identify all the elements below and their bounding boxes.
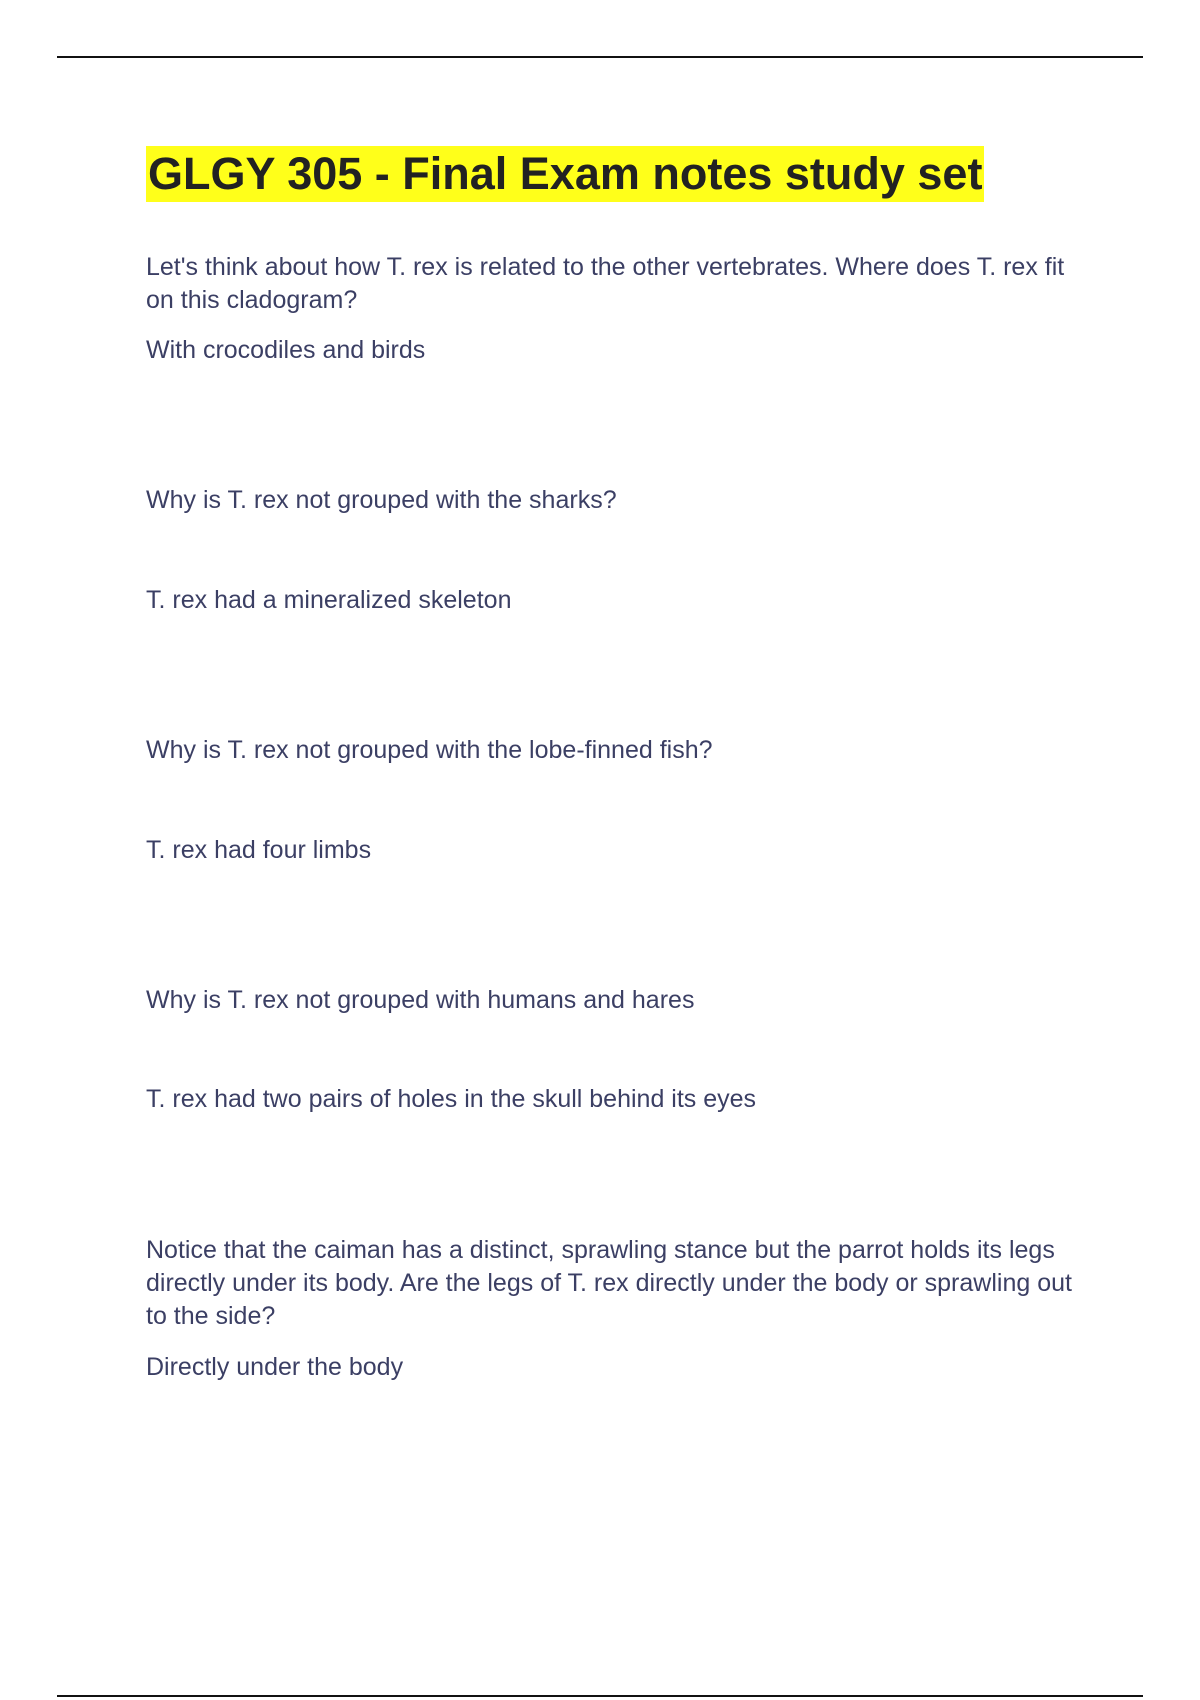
answer-2: T. rex had a mineralized skeleton (146, 586, 512, 614)
question-2: Why is T. rex not grouped with the sharks? (146, 486, 617, 514)
answer-3: T. rex had four limbs (146, 836, 372, 864)
page-bottom-rule (57, 1695, 1143, 1697)
question-4: Why is T. rex not grouped with humans and hares (146, 986, 695, 1014)
question-1: Let's think about how T. rex is related to the other vertebrates. Where does T. rex fit on this cladogram? (146, 253, 1065, 314)
answer-4: T. rex had two pairs of holes in the skull behind its eyes (146, 1085, 757, 1113)
title-block (146, 146, 984, 202)
page-title: GLGY 305 - Final Exam notes study set (146, 146, 984, 202)
answer-1: With crocodiles and birds (146, 336, 426, 364)
question-5: Notice that the caiman has a distinct, sprawling stance but the parrot holds its legs directly under its body. Are the legs of T. rex directly under the body or sprawling out to the side? (146, 1236, 1072, 1330)
page-top-rule (57, 56, 1143, 58)
question-3: Why is T. rex not grouped with the lobe-finned fish? (146, 736, 713, 764)
answer-5: Directly under the body (146, 1353, 404, 1381)
